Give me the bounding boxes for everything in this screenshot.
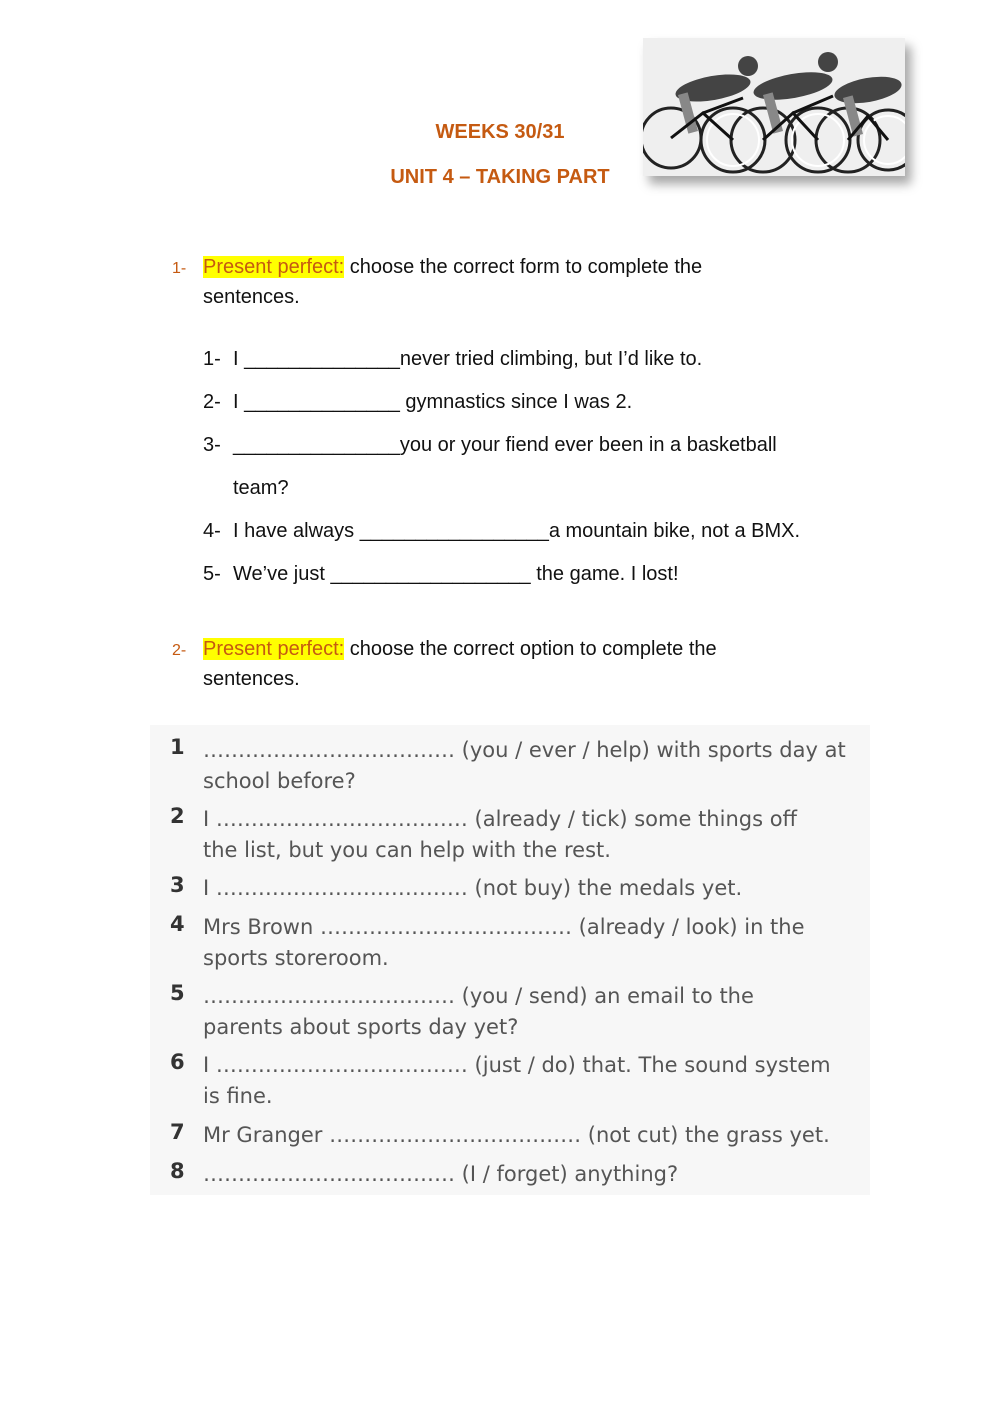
exercise2-text: Mrs Brown ……………………………… (already / look) in the sports storeroom. (203, 915, 805, 970)
section1-item-num: 1- (203, 348, 221, 370)
exercise2-num: 1 (170, 735, 185, 759)
cyclists-icon (643, 38, 905, 176)
section1-item-num: 4- (203, 520, 221, 542)
section1-highlight: Present perfect: (203, 256, 345, 278)
exercise2-item (170, 804, 870, 866)
section2-instruction-text: choose the correct option to complete the (349, 638, 717, 660)
section2-number: 2- (172, 642, 187, 659)
exercise2-text: ……………………………… (you / ever / help) with sports day at school before? (203, 738, 846, 793)
section1-item-text: We’ve just __________________ the game. I lost! (233, 563, 679, 585)
section1-item-text: I have always _________________a mountain bike, not a BMX. (233, 520, 801, 542)
exercise2-text: ……………………………… (you / send) an email to the parents about sports day yet? (203, 984, 754, 1039)
section1-item-text-cont: team? (233, 477, 289, 499)
section1-instruction-text: choose the correct form to complete the (349, 256, 703, 278)
exercise2-text: I ……………………………… (already / tick) some things off the list, but you can help with the rest. (203, 807, 798, 862)
section2-instruction-text2: sentences. (203, 668, 300, 690)
section1-item-num: 3- (203, 434, 221, 456)
unit-title: UNIT 4 – TAKING PART (390, 166, 610, 188)
exercise2-item (170, 912, 870, 974)
weeks-title: WEEKS 30/31 (435, 121, 565, 143)
section2-highlight: Present perfect: (203, 638, 345, 660)
exercise2-text: ……………………………… (I / forget) anything? (203, 1162, 679, 1186)
exercise2-num: 4 (170, 912, 185, 936)
exercise2-num: 7 (170, 1120, 185, 1144)
section2-instruction (203, 634, 843, 694)
exercise2-item (170, 735, 870, 797)
section1-item-text: I ______________never tried climbing, but I’d like to. (233, 348, 703, 370)
exercise2-num: 5 (170, 981, 185, 1005)
exercise2-num: 3 (170, 873, 185, 897)
section1-item-text: I ______________ gymnastics since I was 2. (233, 391, 633, 413)
section1-item-num: 2- (203, 391, 221, 413)
exercise2-text: Mr Granger ……………………………… (not cut) the grass yet. (203, 1123, 830, 1147)
cyclists-photo (643, 38, 905, 176)
exercise2-text: I ……………………………… (not buy) the medals yet. (203, 876, 743, 900)
exercise2-text: I ……………………………… (just / do) that. The sound system is fine. (203, 1053, 831, 1108)
exercise2-item (170, 981, 870, 1043)
section1-item-text: _______________you or your fiend ever been in a basketball (233, 434, 777, 456)
exercise2-item (170, 873, 870, 904)
exercise2-item (170, 1120, 870, 1151)
section1-number: 1- (172, 260, 187, 277)
exercise2-num: 2 (170, 804, 185, 828)
exercise2-item (170, 1050, 870, 1112)
section1-item-num: 5- (203, 563, 221, 585)
section1-instruction-text2: sentences. (203, 286, 300, 308)
exercise2-num: 8 (170, 1159, 185, 1183)
section1-instruction (203, 252, 843, 312)
exercise2-num: 6 (170, 1050, 185, 1074)
exercise2-item (170, 1159, 870, 1190)
